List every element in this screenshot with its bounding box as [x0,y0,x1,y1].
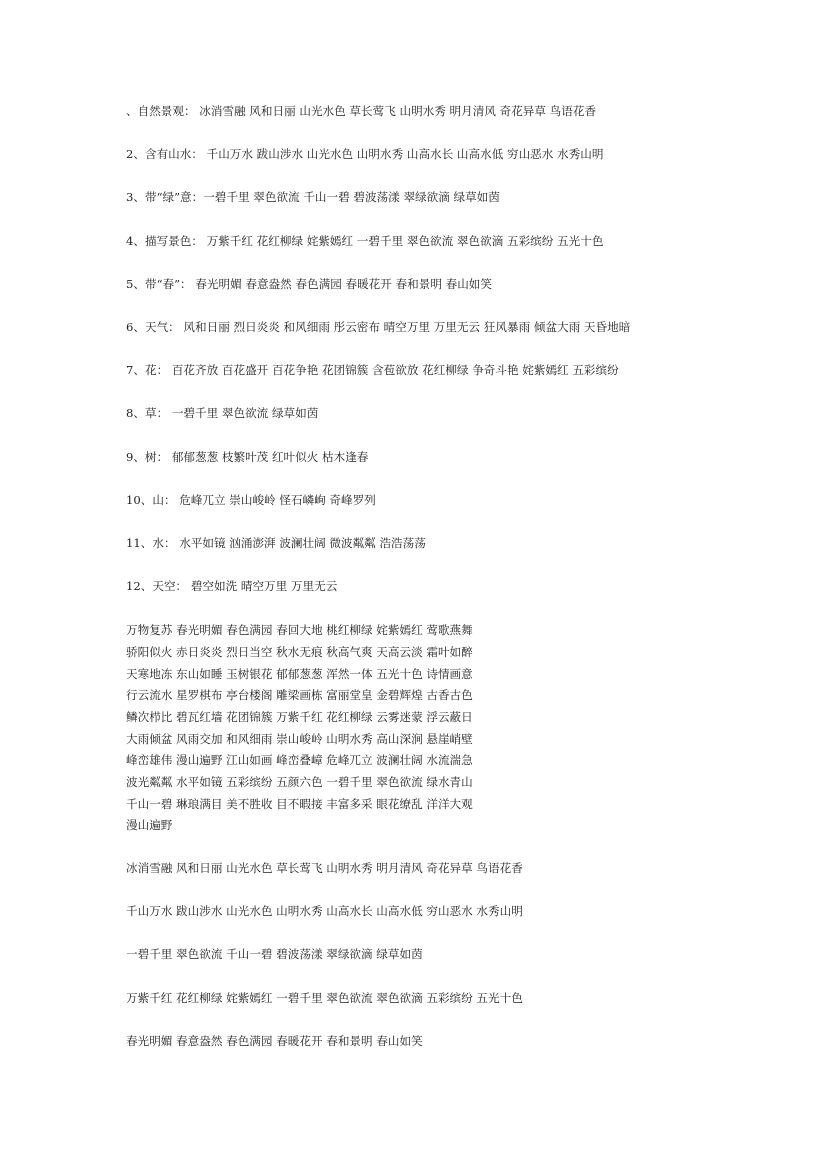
category-line-sky: 12、天空： 碧空如洗 晴空万里 万里无云 [126,579,338,593]
category-line-grass: 8、草： 一碧千里 翠色欲流 绿草如茵 [126,406,319,420]
category-line-water: 11、水： 水平如镜 汹涌澎湃 波澜壮阔 微波粼粼 浩浩荡荡 [126,536,426,550]
category-line-spring: 5、带“春”： 春光明媚 春意盎然 春色满园 春暖花开 春和景明 春山如笑 [126,277,492,291]
idiom-block-line: 漫山遍野 [126,818,173,832]
tail-line: 万紫千红 花红柳绿 姹紫嫣红 一碧千里 翠色欲流 翠色欲滴 五彩缤纷 五光十色 [126,991,523,1005]
idiom-block-line: 大雨倾盆 风雨交加 和风细雨 崇山峻岭 山明水秀 高山深涧 悬崖峭壁 [126,732,473,746]
idiom-block-line: 鳞次栉比 碧瓦红墙 花团锦簇 万紫千红 花红柳绿 云雾迷蒙 浮云蔽日 [126,710,473,724]
idiom-block-line: 峰峦雄伟 漫山遍野 江山如画 峰峦叠嶂 危峰兀立 波澜壮阔 水流湍急 [126,753,473,767]
idiom-block-line: 波光粼粼 水平如镜 五彩缤纷 五颜六色 一碧千里 翠色欲流 绿水青山 [126,775,473,789]
tail-line: 冰消雪融 风和日丽 山光水色 草长莺飞 山明水秀 明月清风 奇花异草 鸟语花香 [126,861,523,875]
category-line-green: 3、带“绿”意：一碧千里 翠色欲流 千山一碧 碧波荡漾 翠绿欲滴 绿草如茵 [126,190,500,204]
category-line-nature: 、自然景观： 冰消雪融 风和日丽 山光水色 草长莺飞 山明水秀 明月清风 奇花异草 鸟语花香 [126,104,597,118]
idiom-block-line: 千山一碧 琳琅满目 美不胜收 目不暇接 丰富多采 眼花缭乱 洋洋大观 [126,797,473,811]
category-line-weather: 6、天气： 风和日丽 烈日炎炎 和风细雨 彤云密布 晴空万里 万里无云 狂风暴雨 倾盆大雨 天昏地暗 [126,320,631,334]
category-line-hills: 10、山： 危峰兀立 崇山峻岭 怪石嶙峋 奇峰罗列 [126,493,376,507]
tail-line: 一碧千里 翠色欲流 千山一碧 碧波荡漾 翠绿欲滴 绿草如茵 [126,947,423,961]
idiom-block-line: 万物复苏 春光明媚 春色满园 春回大地 桃红柳绿 姹紫嫣红 莺歌燕舞 [126,623,473,637]
category-line-trees: 9、树： 郁郁葱葱 枝繁叶茂 红叶似火 枯木逢春 [126,450,369,464]
idiom-block-line: 天寒地冻 东山如睡 玉树银花 郁郁葱葱 浑然一体 五光十色 诗情画意 [126,667,473,681]
idiom-block-line: 行云流水 星罗棋布 亭台楼阁 雕梁画栋 富丽堂皇 金碧辉煌 古香古色 [126,688,473,702]
idiom-block-line: 骄阳似火 赤日炎炎 烈日当空 秋水无痕 秋高气爽 天高云淡 霜叶如醉 [126,645,473,659]
category-line-flowers: 7、花： 百花齐放 百花盛开 百花争艳 花团锦簇 含苞欲放 花红柳绿 争奇斗艳 姹紫嫣红 五彩缤纷 [126,363,619,377]
category-line-scenery: 4、描写景色： 万紫千红 花红柳绿 姹紫嫣红 一碧千里 翠色欲流 翠色欲滴 五彩缤纷 五光十色 [126,234,604,248]
category-line-mountains-water: 2、含有山水： 千山万水 跋山涉水 山光水色 山明水秀 山高水长 山高水低 穷山恶水 水秀山明 [126,147,604,161]
tail-line: 春光明媚 春意盎然 春色满园 春暖花开 春和景明 春山如笑 [126,1034,423,1048]
tail-line: 千山万水 跋山涉水 山光水色 山明水秀 山高水长 山高水低 穷山恶水 水秀山明 [126,904,523,918]
